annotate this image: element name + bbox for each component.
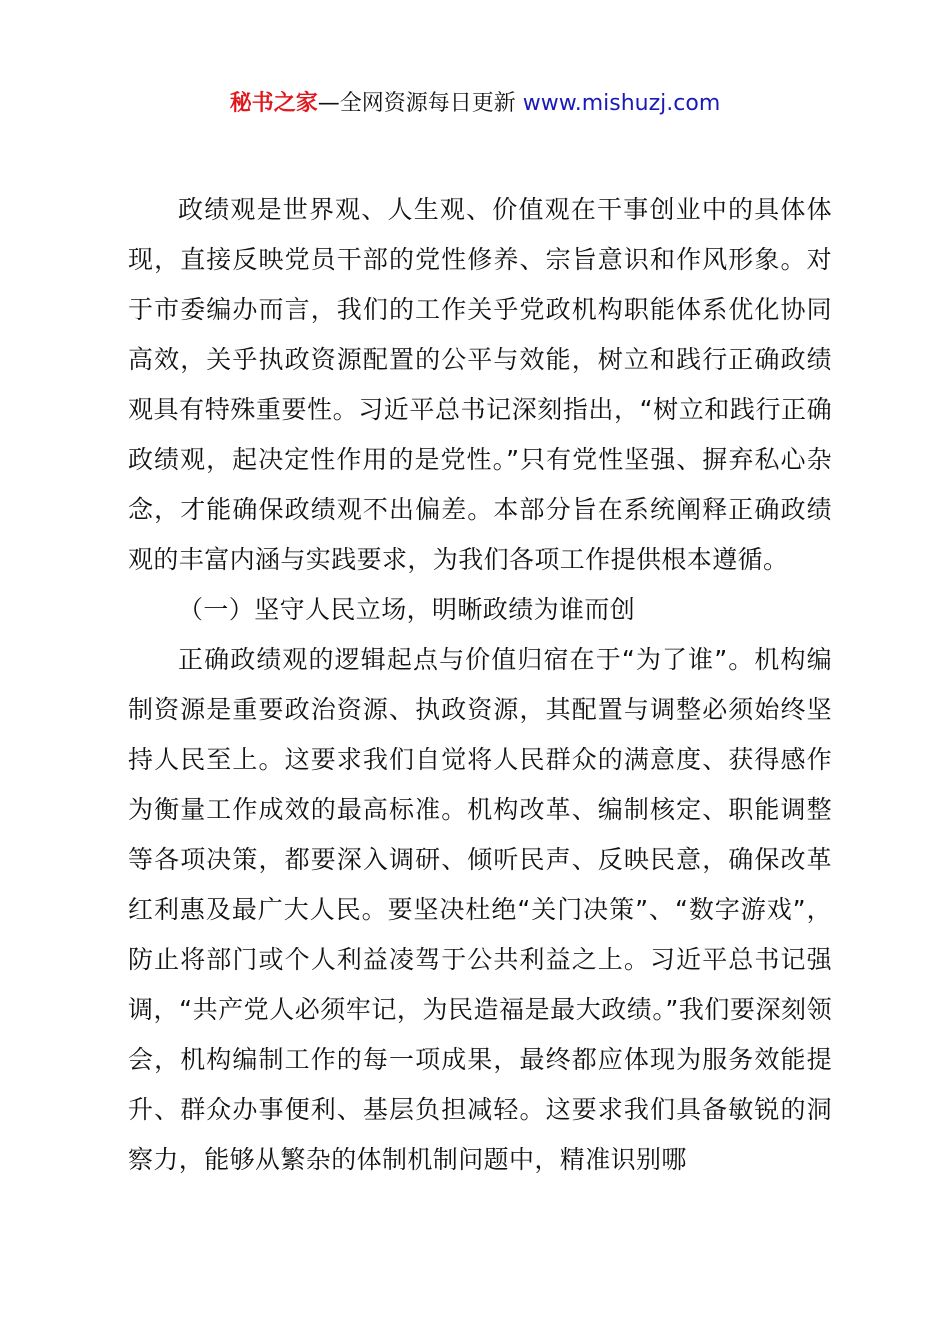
section-heading-1: （一）坚守人民立场，明晰政绩为谁而创	[178, 595, 636, 624]
paragraph-intro: 政绩观是世界观、人生观、价值观在干事创业中的具体体现，直接反映党员干部的党性修养、宗旨意识和作风形象。对于市委编办而言，我们的工作关乎党政机构职能体系优化协同高效，关乎执政资源配置的公平与效能，树立和践行正确政绩观具有特殊重要性。习近平总书记深刻指出，“树立和践行正确政绩观，起决定性作用的是党性。”只有党性坚强、摒弃私心杂念，才能确保政绩观不出偏差。本部分旨在系统阐释正确政绩观的丰富内涵与实践要求，为我们各项工作提供根本遵循。	[128, 195, 832, 574]
site-url-link[interactable]: www.mishuzj.com	[522, 91, 721, 116]
paragraph-section-1: 正确政绩观的逻辑起点与价值归宿在于“为了谁”。机构编制资源是重要政治资源、执政资源，其配置与调整必须始终坚持人民至上。这要求我们自觉将人民群众的满意度、获得感作为衡量工作成效的最高标准。机构改革、编制核定、职能调整等各项决策，都要深入调研、倾听民声、反映民意，确保改革红利惠及最广大人民。要坚决杜绝“关门决策”、“数字游戏”，防止将部门或个人利益凌驾于公共利益之上。习近平总书记强调，“共产党人必须牢记，为民造福是最大政绩。”我们要深刻领会，机构编制工作的每一项成果，最终都应体现为服务效能提升、群众办事便利、基层负担减轻。这要求我们具备敏锐的洞察力，能够从繁杂的体制机制问题中，精准识别哪	[128, 645, 832, 1174]
site-brand: 秘书之家	[229, 91, 318, 116]
site-tagline: —全网资源每日更新	[317, 91, 516, 116]
document-body	[128, 185, 832, 1185]
site-header	[0, 88, 950, 120]
